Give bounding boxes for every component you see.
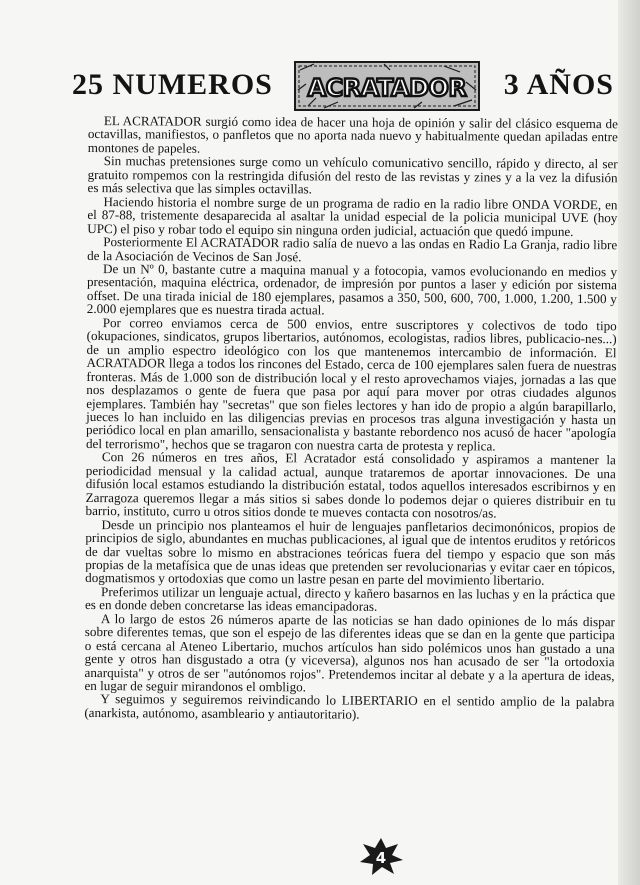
paragraph-4: Posteriormente El ACRATADOR radio salía de nuevo a las ondas en Radio La Granja, radio libre de la Asociación de Vecinos de San José. [87,234,618,264]
paragraph-1: EL ACRATADOR surgió como idea de hacer una hoja de opinión y salir del clásico esquema de octavillas, manifiestos, o panfletos que no aporta nada nuevo y habitualmente quedan apiladas entre montones de papeles. [87,113,618,156]
header-left-title: 25 NUMEROS [72,68,273,101]
paragraph-8: Desde un principio nos planteamos el huir de lenguajes panfletarios decimonónicos, propios de principios de siglo, abundantes en muchas publicaciones, al igual que de intentos eruditos y retóricos de dar vueltas sobre lo mismo en abstraciones teóricas fuera del tiempo y espacio que son más propias de la metafísica que de unas ideas que pretenden ser revolucionarias y evitar caer en tópicos, dogmatismos y ortodoxias que como un lastre pesan en parte del movimiento libertario. [85,516,616,589]
next-page-edge [618,0,640,885]
acratador-logo [294,60,480,112]
paragraph-10: A lo largo de estos 26 números aparte de las noticias se han dado opiniones de lo más dispar sobre diferentes temas, que son el espejo de las diferentes ideas que se dan en la gente que participa o está cercana al Ateneo Libertario, muchos artículos han sido polémicos unos han gustado a una gente y otros han disgustado a otra (y viceversa), algunos nos han acusado de ser "la ortodoxia anarquista" y otros de ser "autónomos rojos". Pretendemos incitar al debate y a la apertura de ideas, en lugar de seguir mirandonos el ombligo. [84,610,615,695]
logo-wordmark: ACRATADOR [307,74,467,102]
paragraph-5: De un Nº 0, bastante cutre a maquina manual y a fotocopia, vamos evolucionando en medios y presentación, maquina eléctrica, ordenador, de impresión por puntos a laser y edición por sistema offset. De una tirada inicial de 180 ejemplares, pasamos a 350, 500, 600, 700, 1.000, 1.200, 1.500 y 2.000 ejemplares que es nuestra tirada actual. [86,261,618,318]
paragraph-11: Y seguimos y seguiremos reivindicando lo LIBERTARIO en el sentido amplio de la palabra (anarkista, autónomo, asambleario y antiautoritario). [84,691,615,722]
paragraph-3: Haciendo historia el nombre surge de un programa de radio en la radio libre ONDA VORDE, en el 87-88, tristemente desaparecida al asaltar la unidad especial de la policia municipal UVE (hoy UPC) el piso y robar todo el equipo sin ninguna orden judicial, actuación que quedó impune. [87,193,618,239]
article-body [84,114,618,723]
paragraph-9: Preferimos utilizar un lenguaje actual, directo y kañero basarnos en las luchas y en la práctica que es en donde deben concretarse las ideas emancipadoras. [84,583,616,615]
paragraph-2: Sin muchas pretensiones surge como un vehículo comunicativo sencillo, rápido y directo, al ser gratuito rompemos con la restringida difusión del resto de las revistas y zines y a la vez la difusión es más selectiva que las simples octavillas. [87,153,618,197]
page-number-badge [358,836,404,876]
page-header [62,60,622,116]
page-number: 4 [375,849,387,867]
header-right-title: 3 AÑOS [503,68,614,101]
paragraph-6: Por correo enviamos cerca de 500 envios, entre suscriptores y colectivos de todo tipo (okupaciones, sindicatos, grupos libertarios, autónomos, ecologistas, radios libres, publicacio-nes...) de un amplio espectro ideológico con los que mantenemos intercambio de información. El ACRATADOR llega a todos los rincones del Estado, cerca de 100 ejemplares salen fuera de nuestras fronteras. Más de 1.000 son de distribución local y el resto aprovechamos viajes, jornadas a las que nos desplazamos o gente de fuera que pasa por aquí para mover por otras ciudades algunos ejemplares. También hay "secretas" que son fieles lectores y han ido de propio a algún barapillarlo, jueces lo han incluido en las diligencias previas en procesos tras alguna investigación y hasta un periódico local en plan amarillo, sensacionalista y bastante rebordenco nos acusó de hacer "apología del terrorismo", hechos que se tragaron con nuestra carta de protesta y replica. [85,314,617,454]
paragraph-7: Con 26 números en tres años, El Acratador está consolidado y aspiramos a mantener la periodicidad mensual y la calidad actual, aunque trataremos de aportar innovaciones. De una difusión local estamos estudiando la distribución estatal, todos aquellos interesados escribirnos y en Zarragoza queremos llegar a más sitios si sabes donde lo podemos dejar o quieres distribuir en tu barrio, instituto, curro u otros sitios donde te mueves contacta con nosotros/as. [85,449,616,521]
